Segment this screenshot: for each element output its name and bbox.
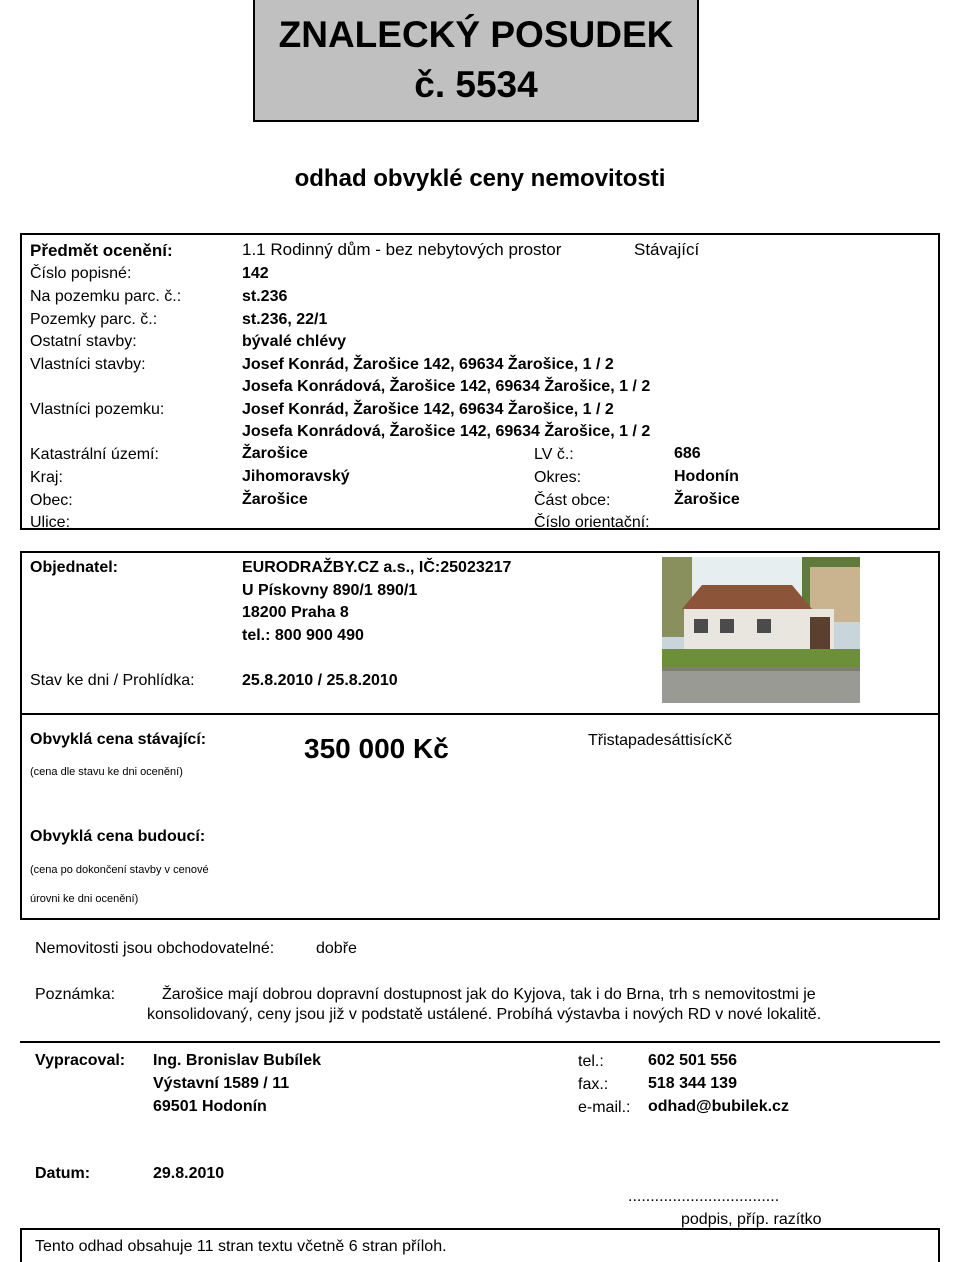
ostatni-stavby-value: bývalé chlévy [242,333,347,350]
vlastnik-pozemku-2: Josefa Konrádová, Žarošice 142, 69634 Žarošice, 1 / 2 [242,423,651,440]
katastralni-label: Katastrální území: [30,446,159,463]
cast-obce-label: Část obce: [534,492,611,509]
kraj-value: Jihomoravský [242,468,350,485]
lv-label: LV č.: [534,446,574,463]
note-label: Poznámka: [35,986,116,1003]
tel-value: 602 501 556 [648,1052,737,1069]
kraj-label: Kraj: [30,469,63,486]
fax-value: 518 344 139 [648,1075,737,1092]
tradable-label: Nemovitosti jsou obchodovatelné: [35,940,275,957]
note-line-2: konsolidovaný, ceny jsou již v podstatě ustálené. Probíhá výstavba i nových RD v nové lokalitě. [147,1006,822,1023]
cislo-orientacni-label: Číslo orientační: [534,514,650,531]
vlastnici-pozemku-label: Vlastníci pozemku: [30,401,165,418]
vlastnici-stavby-label: Vlastníci stavby: [30,356,146,373]
predmet-value: 1.1 Rodinný dům - bez nebytových prostor [242,240,562,259]
house-photo [662,557,860,703]
lv-value: 686 [674,445,701,462]
stav-value: 25.8.2010 / 25.8.2010 [242,672,398,689]
ostatni-stavby-label: Ostatní stavby: [30,333,137,350]
document-title: ZNALECKÝ POSUDEK [278,14,674,55]
stav-label: Stav ke dni / Prohlídka: [30,672,195,689]
obec-label: Obec: [30,492,73,509]
current-price-words: TřistapadesáttisícKč [588,732,733,749]
current-price-note: (cena dle stavu ke dni ocenění) [30,766,183,778]
title-box [253,0,699,122]
footer-box [20,1228,940,1262]
section-divider [20,1041,940,1043]
objednatel-label: Objednatel: [30,559,119,576]
ulice-label: Ulice: [30,514,71,531]
signature-line: .................................. [628,1188,780,1205]
tradable-value: dobře [316,940,357,957]
document-number: č. 5534 [414,64,538,105]
pozemky-label: Pozemky parc. č.: [30,311,158,328]
footer-text: Tento odhad obsahuje 11 stran textu včetně 6 stran příloh. [35,1238,447,1255]
email-value: odhad@bubilek.cz [648,1098,789,1115]
pozemky-value: st.236, 22/1 [242,311,328,328]
email-label: e-mail.: [578,1099,631,1116]
na-pozemku-label: Na pozemku parc. č.: [30,288,182,305]
predmet-label: Předmět ocenění: [30,241,173,260]
vlastnik-stavby-2: Josefa Konrádová, Žarošice 142, 69634 Žarošice, 1 / 2 [242,378,651,395]
katastralni-value: Žarošice [242,445,308,462]
datum-value: 29.8.2010 [153,1165,225,1182]
author-name: Ing. Bronislav Bubílek [153,1052,322,1069]
client-line-3: 18200 Praha 8 [242,604,349,621]
future-price-note-2: úrovni ke dni ocenění) [30,893,139,905]
na-pozemku-value: st.236 [242,288,288,305]
future-price-label: Obvyklá cena budoucí: [30,828,206,845]
fax-label: fax.: [578,1076,609,1093]
signature-label: podpis, příp. razítko [681,1211,822,1228]
vlastnik-stavby-1: Josef Konrád, Žarošice 142, 69634 Žarošice, 1 / 2 [242,356,614,373]
current-price-label: Obvyklá cena stávající: [30,731,207,748]
valuation-box [20,713,940,920]
okres-label: Okres: [534,469,582,486]
client-line-4: tel.: 800 900 490 [242,627,364,644]
predmet-state: Stávající [634,240,700,259]
cislo-popisne-value: 142 [242,265,269,282]
obec-value: Žarošice [242,491,308,508]
vypracoval-label: Vypracoval: [35,1052,126,1069]
okres-value: Hodonín [674,468,739,485]
author-street: Výstavní 1589 / 11 [153,1075,290,1092]
vlastnik-pozemku-1: Josef Konrád, Žarošice 142, 69634 Žarošice, 1 / 2 [242,401,614,418]
author-city: 69501 Hodonín [153,1098,267,1115]
future-price-note-1: (cena po dokončení stavby v cenové [30,864,209,876]
cislo-popisne-label: Číslo popisné: [30,265,132,282]
cast-obce-value: Žarošice [674,491,740,508]
client-line-1: EURODRAŽBY.CZ a.s., IČ:25023217 [242,559,512,576]
note-line-1: Žarošice mají dobrou dopravní dostupnost jak do Kyjova, tak i do Brna, trh s nemovitostmi je [162,986,816,1003]
tel-label: tel.: [578,1053,604,1070]
client-line-2: U Pískovny 890/1 890/1 [242,582,418,599]
current-price-value: 350 000 Kč [304,733,449,764]
property-box [20,233,940,530]
datum-label: Datum: [35,1165,91,1182]
document-subtitle: odhad obvyklé ceny nemovitosti [294,165,666,192]
